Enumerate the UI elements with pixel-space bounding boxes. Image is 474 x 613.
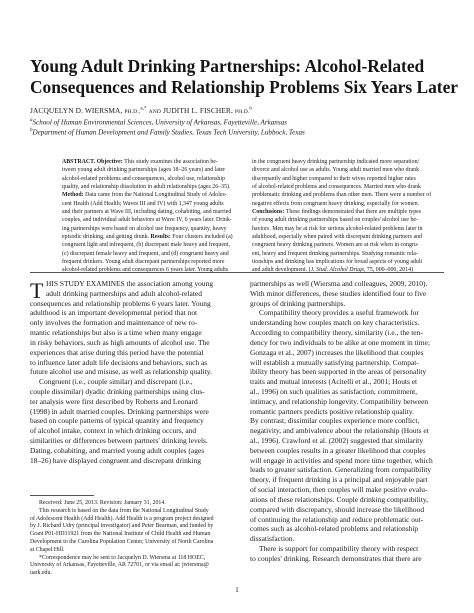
body-line: Compatibility theory provides a useful framework for <box>259 308 419 318</box>
author-2-name: JUDITH L. FISCHER, <box>162 106 233 115</box>
body-line: understanding how couples match on key characteristics. <box>250 318 420 328</box>
affiliation-a <box>30 118 287 126</box>
footnote-line: University of Arkansas, Fayetteville, AR 72701, or via email at: jwiersma@ <box>30 562 209 569</box>
body-line: to influence later adult life decisions and behaviors, such as <box>30 357 208 367</box>
footnote-line: Development to the Carolina Population Center, University of North Carolina <box>30 538 214 545</box>
body-left-column <box>30 279 236 465</box>
body-line: couple dissimilar) dyadic drinking partnerships using clus- <box>30 386 205 396</box>
body-line: groups of drinking partnerships. <box>250 298 346 308</box>
abstract-line: of alcohol-related problems and consequences. Married men who drank <box>252 184 421 191</box>
abstract-line: couples, and individual adult behaviors at Wave IV, 6 years later. Drink- <box>62 217 232 224</box>
footnote-line: Grant P01-HD31921 from the National Institute of Child Health and Human <box>30 531 211 538</box>
abstract-text: These findings demonstrated that there are multiple types <box>284 209 422 216</box>
affiliation-a-text: School of Human Environmental Sciences, University of Arkansas, Fayetteville, Arkansas <box>32 118 287 127</box>
abstract-line: problematic drinking and problems than other men. There were a number of <box>252 192 432 199</box>
body-line: future alcohol use and misuse, as well as relationship quality. <box>30 367 212 377</box>
body-line: By contrast, dissimilar couples experience more conflict, <box>250 416 420 426</box>
abstract-line: congruent light and infrequent, (b) discrepant male heavy and frequent, <box>62 242 230 249</box>
body-line: ibility theory has been supported in the areas of personality <box>250 367 427 377</box>
abstract-line <box>62 233 238 241</box>
abstract-line: congruent heavy drinking partners. Women are at risk when in congru- <box>252 242 419 249</box>
body-line: will establish a mutually satisfying partnership. Compat- <box>250 357 419 367</box>
abstract-line: alcohol-related problems and consequences 6 years later. Young adults <box>62 267 229 274</box>
footnote-line: uark.edu. <box>30 570 52 577</box>
abstract-line: quality, and relationship dissolution in adult relationships (ages 26–35). <box>62 184 231 191</box>
drop-cap: T <box>30 278 44 303</box>
footnote-line: by J. Richard Udry (principal investigator) and Peter Bearman, and funded by <box>30 523 214 530</box>
author-1-degree: PH.D., <box>124 109 141 115</box>
body-line: in risky behaviors, such as high amounts of alcohol use. The <box>30 337 210 347</box>
body-line: between couples results in a greater likelihood that couples <box>250 445 426 455</box>
abstract-line: divorce and alcohol use as adults. Young adult married men who drank <box>252 167 420 174</box>
results-heading: Results: <box>150 234 171 241</box>
abstract-line: negative effects from congruent heavy drinking, especially for women. <box>252 200 420 207</box>
body-line: of continuing the relationship and reduce problematic out- <box>250 514 424 524</box>
body-line: dissatisfaction. <box>250 534 295 544</box>
body-line: dency for two individuals to be alike at one moment in time; <box>250 337 430 347</box>
body-line: negativity, and ambivalence about the relationship (Houts et <box>250 426 429 436</box>
body-line: (1998) in adult married couples. Drinking partnerships were <box>30 406 209 416</box>
abstract-line: tionships and drinking has implications for broad aspects of young adult <box>252 259 423 266</box>
abstract-line: tween young adult drinking partnerships (ages 18–26 years) and later <box>62 167 226 174</box>
abstract-text: episodic drinking, and getting drunk. <box>62 234 151 241</box>
abstract-line <box>252 208 430 216</box>
footnote-line: of Adolescent Health (Add Health). Add Health is a program project designed <box>30 515 214 522</box>
author-1-marker: a,* <box>140 106 147 112</box>
affiliation-b-text: Department of Human Development and Family Studies, Texas Tech University, Lubbock, Texas <box>32 128 305 137</box>
abstract-line: and their partners at Wave III, including dating, cohabiting, and married <box>62 209 232 216</box>
abstract-line: adulthood, especially when paired with discrepant drinking partners and <box>252 234 422 241</box>
body-line: comes such as alcohol-related problems and relationship <box>250 524 419 534</box>
abstract-line: of young adult drinking partnerships based on couples' alcohol use be- <box>252 217 418 224</box>
abstract-text: Four clusters included (a) <box>170 234 233 241</box>
abstract-right-column <box>252 158 430 275</box>
journal-citation: J. Stud. Alcohol Drugs, <box>310 267 366 274</box>
author-1-name: JACQUELYN D. WIERSMA, <box>30 106 123 115</box>
abstract-line <box>252 266 430 274</box>
body-line: intimacy, and relationship longevity. Compatibility between <box>250 396 429 406</box>
body-line: ations of these relationships. Couple drinking compatibility, <box>250 494 428 504</box>
body-line: There is support for compatibility theory with respect <box>259 543 419 553</box>
body-line: mantic relationships but also is a time when many engage <box>30 328 202 338</box>
author-2-degree: PH.D. <box>234 109 250 115</box>
abstract-text: Data came from the National Longitudinal Study of Adoles- <box>83 192 227 199</box>
abstract-left-column <box>62 158 238 275</box>
abstract-line: haviors. Men may be at risk for serious alcohol-related problems later in <box>252 225 423 232</box>
abstract-line: (c) discrepant female heavy and frequent, and (d) congruent heavy and <box>62 250 229 257</box>
body-line: partnerships as well (Wiersma and colleagues, 2009, 2010). <box>250 279 428 288</box>
abstract-line: ing partnerships were based on alcohol use frequency, quantity, heavy <box>62 225 227 232</box>
author-conjunction: AND <box>148 109 161 115</box>
body-line: experiences that arise during this period have the potential <box>30 347 204 357</box>
affiliation-b-marker: b <box>30 128 33 133</box>
article-title <box>30 56 459 98</box>
footnote-divider <box>30 495 94 496</box>
author-2-marker: b <box>249 106 252 112</box>
body-line: only involves the formation and maintenance of new ro- <box>30 318 198 328</box>
abstract-line: alcohol-related problems and consequences, alcohol use, relationship <box>62 175 225 182</box>
conclusions-heading: Conclusions: <box>252 209 285 216</box>
body-line: 18–26) have displayed congruent and discrepant drinking <box>30 455 202 465</box>
body-line: With minor differences, these studies identified four to five <box>250 288 427 298</box>
title-line-1: Young Adult Drinking Partnerships: Alcohol-Related <box>30 56 425 76</box>
body-line: of social interaction, then couples will make positive evalu- <box>250 485 428 495</box>
footnote-line: *Correspondence may be sent to Jacquelyn D. Wiersma at 118 HOEC, <box>39 554 206 561</box>
body-line: ter analysis were first described by Roberts and Leonard <box>30 396 198 406</box>
body-line: consequences and relationship problems 6 years later. Young <box>30 298 211 308</box>
body-line: theory, if frequent drinking is a principal and enjoyable part <box>250 475 428 485</box>
body-line: adult drinking partnerships and adult alcohol-related <box>46 288 202 298</box>
body-line: similarities or differences between partners' drinking levels. <box>30 436 208 445</box>
body-line: adulthood is an important developmental period that not <box>30 308 198 318</box>
body-line: al., 1996). Crawford et al. (2002) suggested that similarity <box>250 436 424 445</box>
abstract-text: 75, 000–000, 2014) <box>365 267 414 274</box>
affiliation-a-marker: a <box>30 118 33 123</box>
abstract-heading: ABSTRACT. Objective: <box>62 159 123 165</box>
abstract-line: ent, heavy and frequent drinking partnerships. Studying romantic rela- <box>252 250 418 257</box>
body-line: to couples' drinking. Research demonstrates that there are <box>250 553 422 563</box>
body-line: HIS STUDY EXAMINES the association among young <box>46 279 214 288</box>
body-line: al., 1996) on such qualities as satisfaction, commitment, <box>250 386 418 396</box>
body-line: Dating, cohabiting, and married young adult couples (ages <box>30 445 205 455</box>
abstract-text: This study examines the association be- <box>122 159 218 165</box>
affiliation-b <box>30 128 305 136</box>
body-line: based on couple patterns of typical quantity and frequency <box>30 416 204 426</box>
body-line: will engage in activities and spend more time together, which <box>250 455 433 465</box>
body-line: Congruent (i.e., couple similar) and discrepant (i.e., <box>39 377 193 387</box>
method-heading: Method: <box>62 192 84 199</box>
author-line <box>30 106 252 115</box>
body-line: Gonzaga et al., 2007) increases the likelihood that couples <box>250 347 424 357</box>
body-right-column <box>250 279 456 564</box>
abstract-text: and adult development. ( <box>252 267 311 274</box>
body-line: According to compatibility theory, similarity (i.e., the ten- <box>250 328 423 338</box>
footnote-line: This research is based on the data from the National Longitudinal Study <box>39 507 209 514</box>
abstract-line <box>62 158 238 166</box>
title-line-2: Consequences and Relationship Problems Six Years Later <box>30 77 459 97</box>
body-line: compared with discrepancy, should increase the likelihood <box>250 504 425 514</box>
footnote-line: Received: June 25, 2013. Revision: January 31, 2014. <box>39 500 166 506</box>
abstract-line: cent Health (Add Health; Waves III and IV) with 1,347 young adults <box>62 200 224 207</box>
body-line: leads to greater satisfaction. Generalizing from compatibility <box>250 465 432 475</box>
abstract-line: frequent drinkers. Young adult discrepant partnerships reported more <box>62 259 225 266</box>
abstract-line: in the congruent heavy drinking partnership indicated more separation/ <box>252 159 420 165</box>
footnote-line: at Chapel Hill. <box>30 546 65 553</box>
abstract-line: discrepantly and higher compared to their wives reported higher rates <box>252 175 416 182</box>
abstract-line <box>62 191 238 199</box>
section-divider <box>30 272 444 273</box>
page-number: 1 <box>235 585 239 594</box>
body-line: romantic partners predicts positive relationship quality. <box>250 406 414 416</box>
footnotes <box>30 500 214 578</box>
body-line: of alcohol intake, context in which drinking occurs, and <box>30 426 197 436</box>
body-line: traits and mutual interests (Acitelli et al., 2001; Houts et <box>250 377 418 387</box>
